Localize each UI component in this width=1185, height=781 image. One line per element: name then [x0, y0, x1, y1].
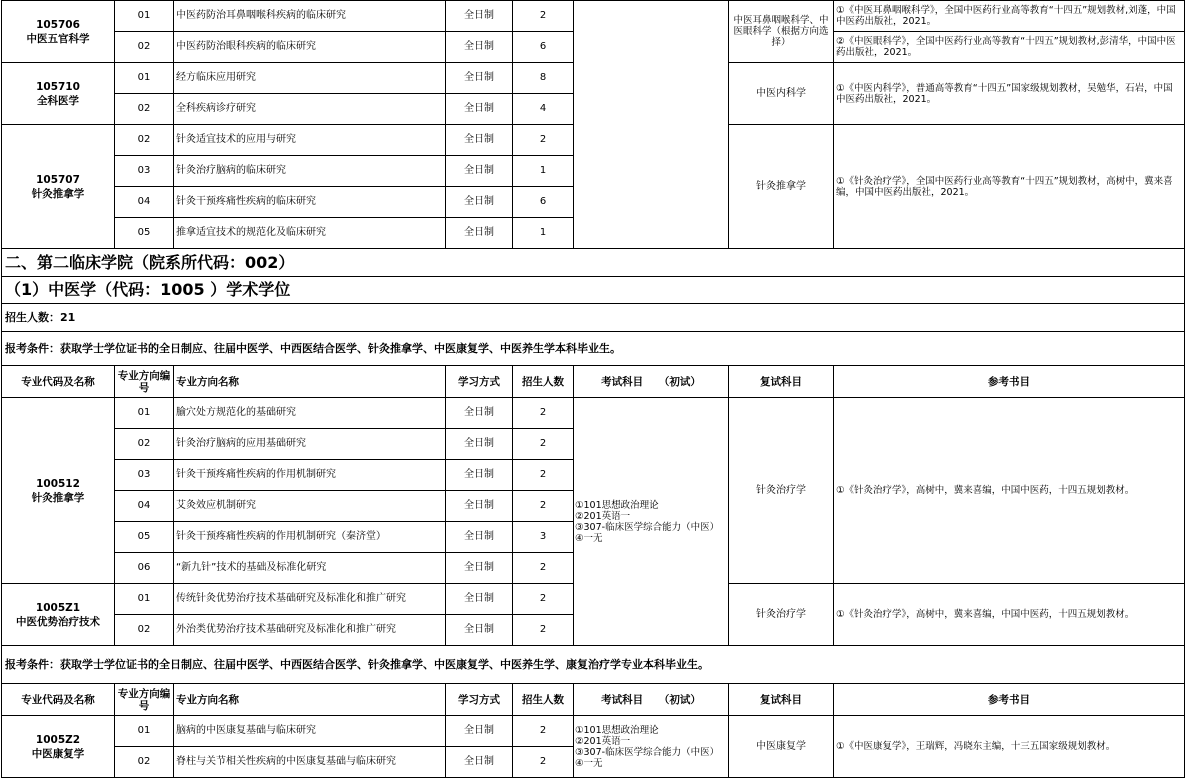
- direction-number: 04: [115, 187, 174, 218]
- direction-number: 02: [115, 747, 174, 778]
- exam-subject: ④一无: [575, 757, 603, 769]
- direction-name: 腧穴处方规范化的基础研究: [174, 398, 446, 429]
- exam-subject: ③307-临床医学综合能力（中医）: [575, 746, 720, 758]
- retest-subject: 中医康复学: [729, 716, 834, 778]
- exam-subject: ②201英语一: [575, 735, 631, 747]
- header-major-code: 专业代码及名称: [2, 366, 115, 398]
- header-study-mode: 学习方式: [446, 684, 513, 716]
- header-direction-number: 专业方向编号: [115, 684, 174, 716]
- header-reference-books: 参考书目: [834, 366, 1185, 398]
- reference-book: ①《中医康复学》，王瑞辉，冯晓东主编，十三五国家级规划教材。: [834, 716, 1185, 778]
- enroll-count: 6: [513, 32, 574, 63]
- header-retest-subject: 复试科目: [729, 366, 834, 398]
- study-mode: 全日制: [446, 1, 513, 32]
- major-name: 针灸推拿学: [31, 491, 85, 504]
- enroll-count: 2: [513, 584, 574, 615]
- header-direction-number: 专业方向编号: [115, 366, 174, 398]
- enroll-count: 2: [513, 615, 574, 646]
- direction-name: 针灸干预疼痛性疾病的临床研究: [174, 187, 446, 218]
- retest-subject: 针灸治疗学: [729, 398, 834, 584]
- exam-subject: ④一无: [575, 532, 603, 544]
- direction-name: 针灸治疗脑病的临床研究: [174, 156, 446, 187]
- enroll-count: 6: [513, 187, 574, 218]
- major-name: 中医康复学: [31, 747, 85, 760]
- major-code: 105710: [36, 80, 80, 93]
- major-name: 针灸推拿学: [31, 187, 85, 200]
- direction-number: 03: [115, 460, 174, 491]
- major-code: 1005Z2: [35, 733, 81, 746]
- direction-name: 经方临床应用研究: [174, 63, 446, 94]
- study-mode: 全日制: [446, 218, 513, 249]
- direction-number: 01: [115, 1, 174, 32]
- direction-name: 针灸干预疼痛性疾病的作用机制研究（秦济堂）: [174, 522, 446, 553]
- exam-subject: ②201英语一: [575, 510, 631, 522]
- direction-name: 针灸适宜技术的应用与研究: [174, 125, 446, 156]
- header-direction-name: 专业方向名称: [174, 684, 446, 716]
- study-mode: 全日制: [446, 429, 513, 460]
- section-title: 二、第二临床学院（院系所代码：002）: [2, 249, 1185, 277]
- reference-book: ①《针灸治疗学》，全国中医药行业高等教育“十四五”规划教材，高树中，冀来喜编，中国中医药出版社，2021。: [834, 125, 1185, 249]
- major-name: 全科医学: [37, 94, 79, 107]
- retest-subject: 中医耳鼻咽喉科学、中医眼科学（根据方向选择）: [729, 1, 834, 63]
- major-name: 中医优势治疗技术: [16, 615, 100, 628]
- major-code: 1005Z1: [35, 601, 81, 614]
- enroll-count: 4: [513, 94, 574, 125]
- direction-number: 01: [115, 584, 174, 615]
- study-mode: 全日制: [446, 125, 513, 156]
- direction-name: 针灸治疗脑病的应用基础研究: [174, 429, 446, 460]
- major-code: 100512: [36, 477, 80, 490]
- major-code-cell: [2, 1, 115, 63]
- direction-number: 04: [115, 491, 174, 522]
- direction-name: 传统针灸优势治疗技术基础研究及标准化和推广研究: [174, 584, 446, 615]
- header-direction-name: 专业方向名称: [174, 366, 446, 398]
- enroll-count: 8: [513, 63, 574, 94]
- study-mode: 全日制: [446, 716, 513, 747]
- enroll-count: 2: [513, 460, 574, 491]
- direction-name: 外治类优势治疗技术基础研究及标准化和推广研究: [174, 615, 446, 646]
- direction-number: 02: [115, 125, 174, 156]
- enroll-count: 2: [513, 429, 574, 460]
- major-code-cell: [2, 584, 115, 646]
- direction-number: 05: [115, 218, 174, 249]
- study-mode: 全日制: [446, 156, 513, 187]
- enroll-count: 1: [513, 156, 574, 187]
- direction-number: 02: [115, 94, 174, 125]
- direction-number: 02: [115, 32, 174, 63]
- reference-book: ①《针灸治疗学》，高树中，冀来喜编，中国中医药，十四五规划教材。: [834, 584, 1185, 646]
- major-code: 105706: [36, 18, 80, 31]
- enroll-count: 1: [513, 218, 574, 249]
- study-mode: 全日制: [446, 94, 513, 125]
- study-mode: 全日制: [446, 460, 513, 491]
- direction-name: 全科疾病诊疗研究: [174, 94, 446, 125]
- direction-number: 01: [115, 716, 174, 747]
- direction-number: 02: [115, 615, 174, 646]
- study-mode: 全日制: [446, 747, 513, 778]
- header-major-code: 专业代码及名称: [2, 684, 115, 716]
- direction-number: 03: [115, 156, 174, 187]
- reference-book: ①《中医内科学》，普通高等教育“十四五”国家级规划教材，吴勉华，石岩，中国中医药出版社，2021。: [834, 63, 1185, 125]
- major-code-cell: [2, 63, 115, 125]
- direction-number: 02: [115, 429, 174, 460]
- application-conditions: 报考条件：获取学士学位证书的全日制应、往届中医学、中西医结合医学、针灸推拿学、中医康复学、中医养生学本科毕业生。: [2, 332, 1185, 366]
- major-name: 中医五官科学: [26, 32, 90, 45]
- direction-name: “新九针”技术的基础及标准化研究: [174, 553, 446, 584]
- header-reference-books: 参考书目: [834, 684, 1185, 716]
- enrollment-total: 招生人数：21: [2, 304, 1185, 332]
- header-exam-subjects: 考试科目 （初试）: [574, 366, 729, 398]
- study-mode: 全日制: [446, 187, 513, 218]
- study-mode: 全日制: [446, 491, 513, 522]
- study-mode: 全日制: [446, 32, 513, 63]
- direction-number: 01: [115, 63, 174, 94]
- major-code-cell: [2, 398, 115, 584]
- header-retest-subject: 复试科目: [729, 684, 834, 716]
- header-exam-subjects: 考试科目 （初试）: [574, 684, 729, 716]
- enroll-count: 2: [513, 491, 574, 522]
- header-study-mode: 学习方式: [446, 366, 513, 398]
- study-mode: 全日制: [446, 584, 513, 615]
- study-mode: 全日制: [446, 615, 513, 646]
- direction-number: 01: [115, 398, 174, 429]
- exam-subject: ①101思想政治理论: [575, 499, 659, 511]
- direction-number: 05: [115, 522, 174, 553]
- major-code-cell: [2, 125, 115, 249]
- enroll-count: 2: [513, 747, 574, 778]
- exam-subjects-cell-empty: [574, 1, 729, 249]
- enroll-count: 2: [513, 398, 574, 429]
- reference-book: ①《中医耳鼻咽喉科学》，全国中医药行业高等教育“十四五”规划教材,刘蓬，中国中医药出版社，2021。: [834, 1, 1185, 32]
- section-subtitle: （1）中医学（代码：1005 ）学术学位: [2, 277, 1185, 304]
- exam-subjects: [574, 398, 729, 646]
- direction-number: 06: [115, 553, 174, 584]
- retest-subject: 中医内科学: [729, 63, 834, 125]
- major-code: 105707: [36, 173, 80, 186]
- direction-name: 中医药防治耳鼻咽喉科疾病的临床研究: [174, 1, 446, 32]
- enroll-count: 2: [513, 553, 574, 584]
- enroll-count: 2: [513, 716, 574, 747]
- study-mode: 全日制: [446, 522, 513, 553]
- admissions-table: [1, 0, 1185, 778]
- exam-subject: ①101思想政治理论: [575, 724, 659, 736]
- application-conditions: 报考条件：获取学士学位证书的全日制应、往届中医学、中西医结合医学、针灸推拿学、中医康复学、中医养生学、康复治疗学专业本科毕业生。: [2, 646, 1185, 684]
- direction-name: 脊柱与关节相关性疾病的中医康复基础与临床研究: [174, 747, 446, 778]
- direction-name: 针灸干预疼痛性疾病的作用机制研究: [174, 460, 446, 491]
- study-mode: 全日制: [446, 398, 513, 429]
- direction-name: 艾灸效应机制研究: [174, 491, 446, 522]
- enroll-count: 2: [513, 125, 574, 156]
- direction-name: 脑病的中医康复基础与临床研究: [174, 716, 446, 747]
- enroll-count: 3: [513, 522, 574, 553]
- enroll-count: 2: [513, 1, 574, 32]
- retest-subject: 针灸推拿学: [729, 125, 834, 249]
- study-mode: 全日制: [446, 553, 513, 584]
- exam-subject: ③307-临床医学综合能力（中医）: [575, 521, 720, 533]
- header-enroll-count: 招生人数: [513, 366, 574, 398]
- study-mode: 全日制: [446, 63, 513, 94]
- header-enroll-count: 招生人数: [513, 684, 574, 716]
- reference-book: ②《中医眼科学》，全国中医药行业高等教育“十四五”规划教材,彭清华，中国中医药出版社，2021。: [834, 32, 1185, 63]
- exam-subjects: [574, 716, 729, 778]
- major-code-cell: [2, 716, 115, 778]
- direction-name: 推拿适宜技术的规范化及临床研究: [174, 218, 446, 249]
- retest-subject: 针灸治疗学: [729, 584, 834, 646]
- reference-book: ①《针灸治疗学》，高树中，冀来喜编，中国中医药，十四五规划教材。: [834, 398, 1185, 584]
- direction-name: 中医药防治眼科疾病的临床研究: [174, 32, 446, 63]
